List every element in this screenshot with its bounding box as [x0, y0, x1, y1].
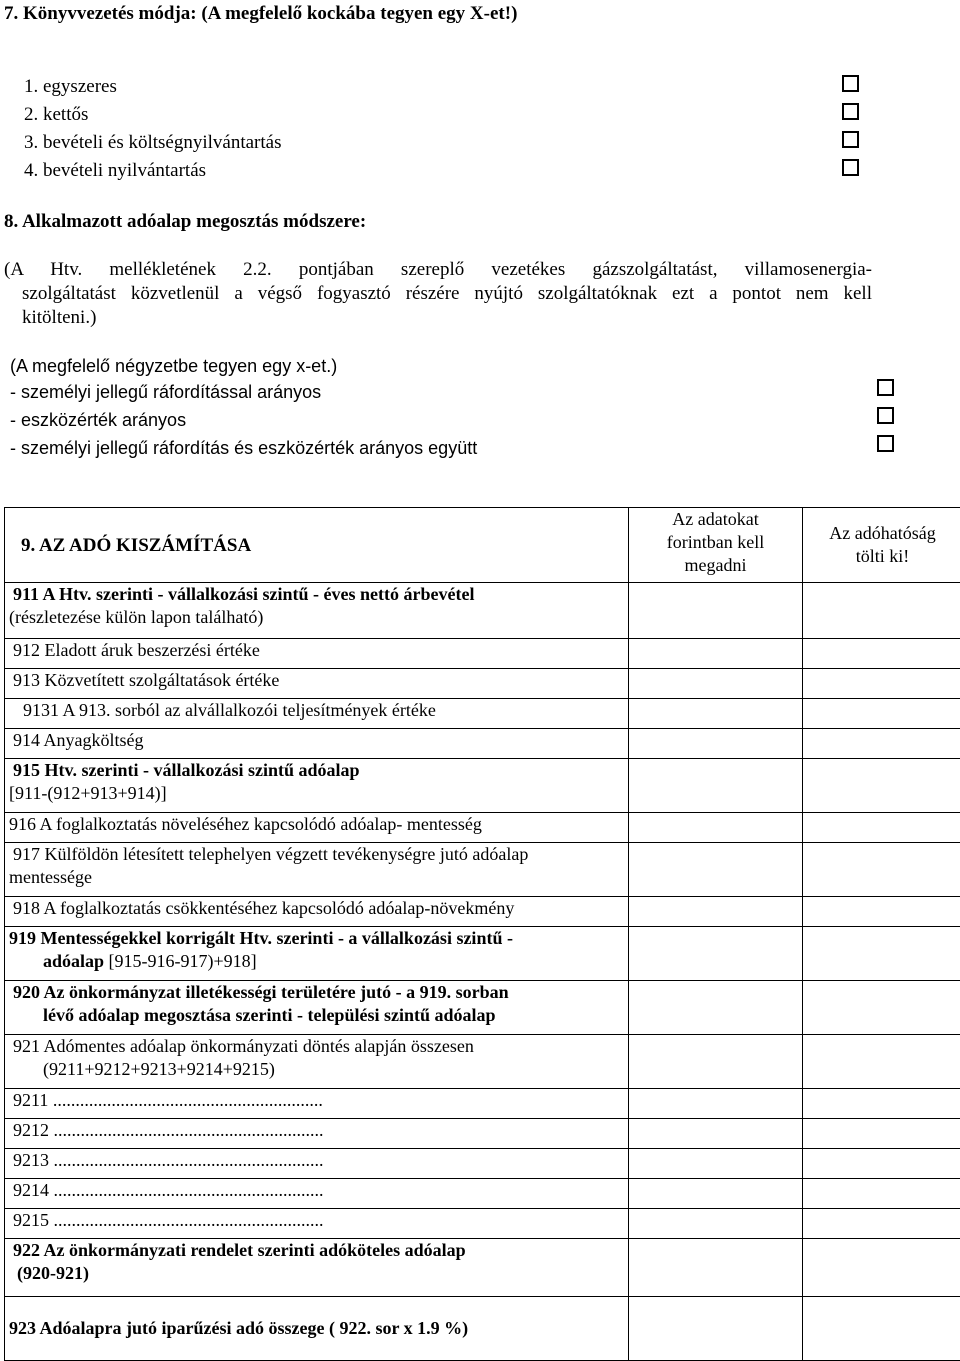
option-single-entry: 1. egyszeres: [24, 75, 117, 99]
row-9214-label: 9214 ............................................................: [5, 1179, 629, 1209]
row-922-label: 922 Az önkormányzati rendelet szerinti adóköteles adóalap (920-921): [5, 1239, 629, 1297]
table-row: [5, 1035, 960, 1089]
row-9213-huf-input[interactable]: [629, 1149, 803, 1179]
tax-calculation-table: [4, 507, 960, 1361]
row-912-authority-input[interactable]: [803, 639, 960, 669]
table-row: [5, 669, 960, 699]
row-914-label: 914 Anyagköltség: [5, 729, 629, 759]
table-row: [5, 843, 960, 897]
section-7-title: 7. Könyvvezetés módja: (A megfelelő kockába tegyen egy X-et!): [4, 2, 517, 26]
row-9212-huf-input[interactable]: [629, 1119, 803, 1149]
row-911-label: 911 A Htv. szerinti - vállalkozási szintű - éves nettó árbevétel (részletezése külön lapon található): [5, 583, 629, 639]
row-9212-label: 9212 ............................................................: [5, 1119, 629, 1149]
table-row: [5, 1119, 960, 1149]
row-923-authority-input[interactable]: [803, 1297, 960, 1361]
option-personnel-cost: - személyi jellegű ráfordítással arányos: [10, 380, 321, 404]
table-row: [5, 1149, 960, 1179]
table-row: [5, 927, 960, 981]
section-8-instruction: (A megfelelő négyzetbe tegyen egy x-et.): [10, 354, 337, 378]
row-919-huf-input[interactable]: [629, 927, 803, 981]
row-9213-authority-input[interactable]: [803, 1149, 960, 1179]
row-916-huf-input[interactable]: [629, 813, 803, 843]
row-9211-authority-input[interactable]: [803, 1089, 960, 1119]
table-header-row: [5, 508, 960, 583]
table-row: [5, 1297, 960, 1361]
section-8-title: 8. Alkalmazott adóalap megosztás módszere:: [4, 210, 366, 234]
row-912-huf-input[interactable]: [629, 639, 803, 669]
row-923-label: 923 Adóalapra jutó iparűzési adó összege ( 922. sor x 1.9 %): [5, 1297, 629, 1361]
section-9-title-cell: [5, 508, 629, 583]
row-915-authority-input[interactable]: [803, 759, 960, 813]
row-9211-huf-input[interactable]: [629, 1089, 803, 1119]
section-9-title: 9. AZ ADÓ KISZÁMÍTÁSA: [9, 534, 628, 557]
table-row: [5, 813, 960, 843]
row-922-huf-input[interactable]: [629, 1239, 803, 1297]
table-row: [5, 1179, 960, 1209]
row-915-huf-input[interactable]: [629, 759, 803, 813]
note-line: szolgáltatást közvetlenül a végső fogyasztó részére nyújtó szolgáltatóknak ezt a pontot nem kell: [4, 282, 872, 306]
note-line: (A Htv. mellékletének 2.2. pontjában szereplő vezetékes gázszolgáltatást, villamosenergia-: [4, 258, 872, 282]
row-9214-huf-input[interactable]: [629, 1179, 803, 1209]
row-9131-label: 9131 A 913. sorból az alvállalkozói teljesítmények értéke: [5, 699, 629, 729]
row-913-label: 913 Közvetített szolgáltatások értéke: [5, 669, 629, 699]
row-918-label: 918 A foglalkoztatás csökkentéséhez kapcsolódó adóalap-növekmény: [5, 897, 629, 927]
table-row: [5, 729, 960, 759]
note-line: kitölteni.): [4, 306, 872, 330]
row-917-label: 917 Külföldön létesített telephelyen végzett tevékenységre jutó adóalap mentessége: [5, 843, 629, 897]
option-asset-value: - eszközérték arányos: [10, 408, 186, 432]
row-9212-authority-input[interactable]: [803, 1119, 960, 1149]
row-917-authority-input[interactable]: [803, 843, 960, 897]
option-double-entry: 2. kettős: [24, 103, 88, 127]
option-combined: - személyi jellegű ráfordítás és eszközérték arányos együtt: [10, 436, 477, 460]
column-authority-label: Az adóhatóság tölti ki!: [820, 522, 945, 568]
row-9215-label: 9215 ............................................................: [5, 1209, 629, 1239]
checkbox-asset-value[interactable]: [877, 407, 894, 424]
row-918-huf-input[interactable]: [629, 897, 803, 927]
checkbox-personnel-cost[interactable]: [877, 379, 894, 396]
row-917-huf-input[interactable]: [629, 843, 803, 897]
row-9215-authority-input[interactable]: [803, 1209, 960, 1239]
checkbox-single-entry[interactable]: [842, 75, 859, 92]
row-919-authority-input[interactable]: [803, 927, 960, 981]
row-920-label: 920 Az önkormányzat illetékességi területére jutó - a 919. sorban lévő adóalap megosztása szerinti - települési szintű adóalap: [5, 981, 629, 1035]
table-row: [5, 639, 960, 669]
row-9213-label: 9213 ............................................................: [5, 1149, 629, 1179]
row-920-authority-input[interactable]: [803, 981, 960, 1035]
table-row: [5, 583, 960, 639]
row-921-huf-input[interactable]: [629, 1035, 803, 1089]
row-913-huf-input[interactable]: [629, 669, 803, 699]
table-row: [5, 1239, 960, 1297]
row-914-huf-input[interactable]: [629, 729, 803, 759]
row-916-label: 916 A foglalkoztatás növeléséhez kapcsolódó adóalap- mentesség: [5, 813, 629, 843]
row-9214-authority-input[interactable]: [803, 1179, 960, 1209]
row-911-huf-input[interactable]: [629, 583, 803, 639]
table-row: [5, 1089, 960, 1119]
checkbox-combined[interactable]: [877, 435, 894, 452]
row-914-authority-input[interactable]: [803, 729, 960, 759]
row-923-huf-input[interactable]: [629, 1297, 803, 1361]
option-income-expense-record: 3. bevételi és költségnyilvántartás: [24, 131, 281, 155]
table-row: [5, 1209, 960, 1239]
column-authority-header: [803, 508, 960, 583]
row-919-label: 919 Mentességekkel korrigált Htv. szerinti - a vállalkozási szintű - adóalap [915-916-917)+918]: [5, 927, 629, 981]
row-921-label: 921 Adómentes adóalap önkormányzati döntés alapján összesen (9211+9212+9213+9214+9215): [5, 1035, 629, 1089]
column-huf-label: Az adatokat forintban kell megadni: [656, 508, 776, 577]
row-921-authority-input[interactable]: [803, 1035, 960, 1089]
row-913-authority-input[interactable]: [803, 669, 960, 699]
row-911-authority-input[interactable]: [803, 583, 960, 639]
table-row: [5, 897, 960, 927]
row-9215-huf-input[interactable]: [629, 1209, 803, 1239]
row-9131-huf-input[interactable]: [629, 699, 803, 729]
table-row: [5, 981, 960, 1035]
row-916-authority-input[interactable]: [803, 813, 960, 843]
option-income-record: 4. bevételi nyilvántartás: [24, 159, 206, 183]
column-huf-header: [629, 508, 803, 583]
checkbox-income-expense-record[interactable]: [842, 131, 859, 148]
row-915-label: 915 Htv. szerinti - vállalkozási szintű adóalap [911-(912+913+914)]: [5, 759, 629, 813]
table-row: [5, 759, 960, 813]
row-920-huf-input[interactable]: [629, 981, 803, 1035]
checkbox-double-entry[interactable]: [842, 103, 859, 120]
row-9211-label: 9211 ............................................................: [5, 1089, 629, 1119]
row-9131-authority-input[interactable]: [803, 699, 960, 729]
row-912-label: 912 Eladott áruk beszerzési értéke: [5, 639, 629, 669]
checkbox-income-record[interactable]: [842, 159, 859, 176]
section-8-note: [4, 258, 872, 330]
table-row: [5, 699, 960, 729]
row-922-authority-input[interactable]: [803, 1239, 960, 1297]
row-918-authority-input[interactable]: [803, 897, 960, 927]
